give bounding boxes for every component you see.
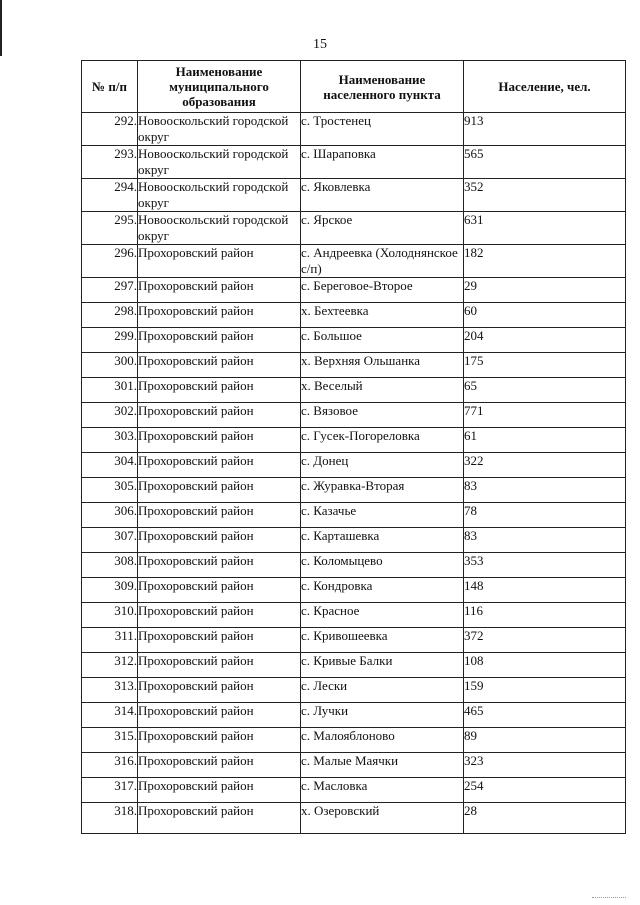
row-settlement: с. Лески	[301, 678, 464, 703]
row-settlement: с. Коломыцево	[301, 553, 464, 578]
row-settlement: с. Андреевка (Холоднянское с/п)	[301, 245, 464, 278]
row-municipality: Прохоровский район	[138, 628, 301, 653]
header-municipality: Наименование муниципального образования	[138, 61, 301, 113]
table-row	[82, 278, 626, 303]
row-settlement: с. Малые Маячки	[301, 753, 464, 778]
table-row	[82, 528, 626, 553]
row-municipality: Прохоровский район	[138, 353, 301, 378]
table-row	[82, 553, 626, 578]
row-municipality: Прохоровский район	[138, 753, 301, 778]
row-population: 89	[464, 728, 626, 753]
row-number: 316.	[82, 753, 138, 778]
header-population: Население, чел.	[464, 61, 626, 113]
row-settlement: с. Кривые Балки	[301, 653, 464, 678]
table-row	[82, 578, 626, 603]
row-number: 297.	[82, 278, 138, 303]
row-population: 323	[464, 753, 626, 778]
table-row	[82, 212, 626, 245]
row-population: 83	[464, 528, 626, 553]
row-number: 293.	[82, 146, 138, 179]
row-number: 315.	[82, 728, 138, 753]
row-municipality: Новооскольский городской округ	[138, 212, 301, 245]
row-population: 60	[464, 303, 626, 328]
row-municipality: Новооскольский городской округ	[138, 146, 301, 179]
table-row	[82, 378, 626, 403]
row-population: 116	[464, 603, 626, 628]
row-settlement: с. Донец	[301, 453, 464, 478]
row-municipality: Прохоровский район	[138, 728, 301, 753]
row-population: 159	[464, 678, 626, 703]
row-municipality: Прохоровский район	[138, 328, 301, 353]
row-municipality: Прохоровский район	[138, 603, 301, 628]
row-settlement: с. Кривошеевка	[301, 628, 464, 653]
row-municipality: Прохоровский район	[138, 303, 301, 328]
row-municipality: Прохоровский район	[138, 678, 301, 703]
row-population: 771	[464, 403, 626, 428]
table-row	[82, 353, 626, 378]
row-municipality: Прохоровский район	[138, 803, 301, 834]
row-number: 300.	[82, 353, 138, 378]
row-population: 372	[464, 628, 626, 653]
row-number: 301.	[82, 378, 138, 403]
row-number: 307.	[82, 528, 138, 553]
row-population: 61	[464, 428, 626, 453]
row-number: 308.	[82, 553, 138, 578]
row-settlement: с. Казачье	[301, 503, 464, 528]
row-municipality: Прохоровский район	[138, 428, 301, 453]
table-row	[82, 179, 626, 212]
row-population: 565	[464, 146, 626, 179]
row-settlement: с. Шараповка	[301, 146, 464, 179]
row-number: 309.	[82, 578, 138, 603]
row-municipality: Прохоровский район	[138, 403, 301, 428]
table-row	[82, 603, 626, 628]
row-population: 175	[464, 353, 626, 378]
row-municipality: Прохоровский район	[138, 703, 301, 728]
row-population: 108	[464, 653, 626, 678]
row-number: 317.	[82, 778, 138, 803]
page-number: 15	[313, 37, 327, 52]
row-number: 304.	[82, 453, 138, 478]
row-number: 318.	[82, 803, 138, 834]
table-row	[82, 503, 626, 528]
row-population: 83	[464, 478, 626, 503]
header-num: № п/п	[82, 61, 138, 113]
table-row	[82, 146, 626, 179]
row-settlement: с. Большое	[301, 328, 464, 353]
row-settlement: с. Малояблоново	[301, 728, 464, 753]
settlements-table	[81, 60, 626, 834]
row-number: 311.	[82, 628, 138, 653]
row-municipality: Прохоровский район	[138, 278, 301, 303]
table-row	[82, 428, 626, 453]
row-population: 78	[464, 503, 626, 528]
row-number: 296.	[82, 245, 138, 278]
row-municipality: Прохоровский район	[138, 778, 301, 803]
table-header-row	[82, 61, 626, 113]
row-settlement: с. Ярское	[301, 212, 464, 245]
row-number: 312.	[82, 653, 138, 678]
row-number: 302.	[82, 403, 138, 428]
table-row	[82, 628, 626, 653]
row-municipality: Прохоровский район	[138, 478, 301, 503]
row-number: 299.	[82, 328, 138, 353]
table-row	[82, 728, 626, 753]
row-population: 322	[464, 453, 626, 478]
table-row	[82, 403, 626, 428]
row-population: 465	[464, 703, 626, 728]
scan-dotted-mark	[592, 897, 626, 899]
row-number: 313.	[82, 678, 138, 703]
row-municipality: Прохоровский район	[138, 453, 301, 478]
row-settlement: с. Лучки	[301, 703, 464, 728]
table-row	[82, 245, 626, 278]
row-municipality: Прохоровский район	[138, 578, 301, 603]
row-number: 303.	[82, 428, 138, 453]
row-number: 294.	[82, 179, 138, 212]
table-row	[82, 328, 626, 353]
row-population: 182	[464, 245, 626, 278]
row-settlement: с. Красное	[301, 603, 464, 628]
row-municipality: Новооскольский городской округ	[138, 179, 301, 212]
row-municipality: Прохоровский район	[138, 553, 301, 578]
row-settlement: с. Кондровка	[301, 578, 464, 603]
table-row	[82, 653, 626, 678]
row-municipality: Новооскольский городской округ	[138, 113, 301, 146]
row-settlement: с. Вязовое	[301, 403, 464, 428]
row-number: 292.	[82, 113, 138, 146]
row-population: 28	[464, 803, 626, 834]
row-settlement: с. Гусек-Погореловка	[301, 428, 464, 453]
row-municipality: Прохоровский район	[138, 503, 301, 528]
table-row	[82, 753, 626, 778]
row-population: 65	[464, 378, 626, 403]
row-number: 310.	[82, 603, 138, 628]
row-settlement: с. Береговое-Второе	[301, 278, 464, 303]
header-settlement: Наименование населенного пункта	[301, 61, 464, 113]
row-settlement: х. Бехтеевка	[301, 303, 464, 328]
table-row	[82, 703, 626, 728]
table-row	[82, 803, 626, 834]
row-municipality: Прохоровский район	[138, 378, 301, 403]
row-population: 254	[464, 778, 626, 803]
row-population: 352	[464, 179, 626, 212]
row-settlement: х. Веселый	[301, 378, 464, 403]
row-number: 305.	[82, 478, 138, 503]
row-number: 314.	[82, 703, 138, 728]
row-population: 204	[464, 328, 626, 353]
row-municipality: Прохоровский район	[138, 653, 301, 678]
row-settlement: с. Масловка	[301, 778, 464, 803]
row-number: 298.	[82, 303, 138, 328]
row-municipality: Прохоровский район	[138, 245, 301, 278]
row-population: 148	[464, 578, 626, 603]
table-row	[82, 678, 626, 703]
table-row	[82, 453, 626, 478]
row-settlement: с. Карташевка	[301, 528, 464, 553]
table-row	[82, 478, 626, 503]
row-settlement: с. Яковлевка	[301, 179, 464, 212]
row-population: 631	[464, 212, 626, 245]
row-settlement: с. Журавка-Вторая	[301, 478, 464, 503]
table-row	[82, 303, 626, 328]
row-number: 306.	[82, 503, 138, 528]
row-population: 29	[464, 278, 626, 303]
row-population: 353	[464, 553, 626, 578]
row-number: 295.	[82, 212, 138, 245]
row-population: 913	[464, 113, 626, 146]
table-row	[82, 113, 626, 146]
row-settlement: х. Озеровский	[301, 803, 464, 834]
row-settlement: с. Тростенец	[301, 113, 464, 146]
row-settlement: х. Верхняя Ольшанка	[301, 353, 464, 378]
row-municipality: Прохоровский район	[138, 528, 301, 553]
table-row	[82, 778, 626, 803]
